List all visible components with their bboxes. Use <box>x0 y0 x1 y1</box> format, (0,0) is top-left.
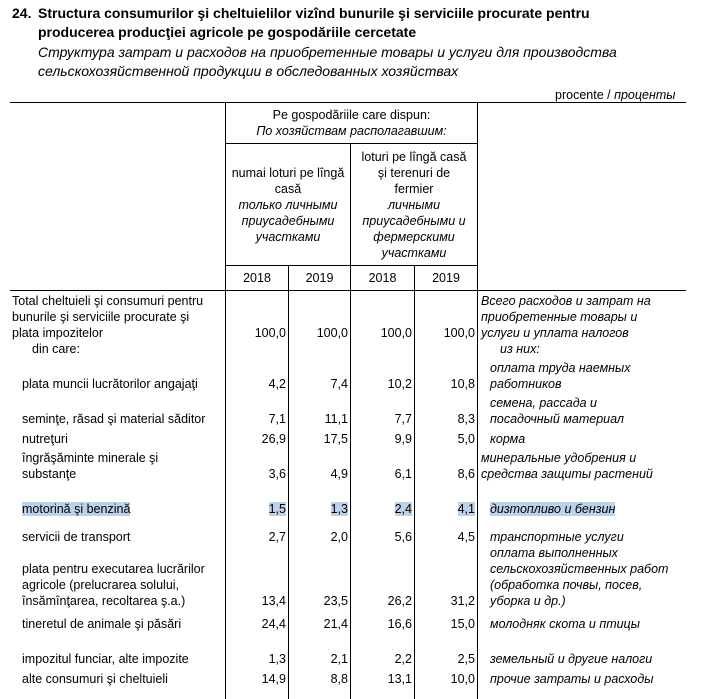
cell-value: 17,5 <box>323 432 348 446</box>
cell-value: 4,5 <box>457 530 475 544</box>
title-ru-line2: сельскохозяйственной продукции в обследованных хозяйствах <box>38 63 459 79</box>
row-label-ro: servicii de transport <box>22 530 131 544</box>
cell-value: 100,0 <box>380 326 412 340</box>
row-label-ro: bunurile şi serviciile procurate şi <box>12 310 190 324</box>
row-label-ru: средства защиты растений <box>481 467 653 481</box>
row-label-ru: приобретенные товары и <box>481 310 638 324</box>
cell-value <box>351 502 412 517</box>
year-col-1: 2018 <box>243 271 271 285</box>
col1-header-ru-1: только личными <box>238 198 338 212</box>
col2-header-ru-1: личными <box>387 198 441 212</box>
row-label-ro: substanţe <box>22 467 77 481</box>
unit-ru: проценты <box>614 88 676 102</box>
cell-value: 23,5 <box>323 594 348 608</box>
group-header-ro: Pe gospodăriile care dispun: <box>272 108 431 122</box>
row-label-ru: оплата выполненных <box>490 546 618 560</box>
cell-value-text: 4,1 <box>457 502 475 516</box>
cell-value-text: 1,3 <box>330 502 348 516</box>
cell-value: 26,9 <box>261 432 286 446</box>
cell-value: 5,6 <box>394 530 412 544</box>
cell-value: 100,0 <box>443 326 475 340</box>
cell-value: 5,0 <box>457 432 475 446</box>
cell-value <box>415 502 475 517</box>
cell-value: 13,1 <box>387 672 412 686</box>
title-ro-line1: Structura consumurilor şi cheltuielilor vizînd bunurile şi serviciile procurate pentru <box>38 5 590 21</box>
cell-value: 4,2 <box>268 377 286 391</box>
cell-value: 8,8 <box>330 672 348 686</box>
cell-value: 4,9 <box>330 467 348 481</box>
row-label-ru <box>490 502 615 517</box>
row-label-ru: из них: <box>500 342 540 356</box>
cell-value: 7,7 <box>394 412 412 426</box>
cell-value <box>289 502 348 517</box>
row-label-ru: семена, рассада и <box>490 396 598 410</box>
year-col-4: 2019 <box>432 271 460 285</box>
cell-value: 2,1 <box>330 652 348 666</box>
cell-value <box>226 502 286 517</box>
table-top-border <box>10 102 686 103</box>
row-label-ro: plata pentru executarea lucrărilor <box>22 562 205 576</box>
col-divider-right <box>477 102 478 699</box>
cell-value: 2,7 <box>268 530 286 544</box>
row-label-ru: Всего расходов и затрат на <box>481 294 651 308</box>
row-label-ru: услуги и уплата налогов <box>481 326 629 340</box>
unit-label <box>555 88 675 103</box>
row-label-ro: alte consumuri şi cheltuieli <box>22 672 168 686</box>
col2-header-ru-4: участками <box>381 246 447 260</box>
col1-header-ro-1: numai loturi pe lîngă <box>231 166 345 180</box>
cell-value: 7,4 <box>330 377 348 391</box>
cell-value: 100,0 <box>254 326 286 340</box>
row-label-ro: îngrăşăminte minerale şi <box>22 451 159 465</box>
cell-value: 6,1 <box>394 467 412 481</box>
col1-header-ru-3: участками <box>255 230 321 244</box>
row-label-ro: impozitul funciar, alte impozite <box>22 652 189 666</box>
row-label-ro: plata impozitelor <box>12 326 104 340</box>
title-ro-line2: producerea producţiei agricole pe gospodăriile cercetate <box>38 24 417 40</box>
row-label-ru: корма <box>490 432 526 446</box>
col2-header-ru-2: приусадебными и <box>362 214 466 228</box>
cell-value: 7,1 <box>268 412 286 426</box>
cell-value: 2,5 <box>457 652 475 666</box>
col2-header-ro-1: loturi pe lîngă casă <box>361 150 467 164</box>
row-label-ro: plata muncii lucrătorilor angajaţi <box>22 377 198 391</box>
row-label-ro: seminţe, răsad şi material săditor <box>22 412 206 426</box>
col2-header-ro-2: şi terenuri de <box>377 166 451 180</box>
cell-value: 10,8 <box>450 377 475 391</box>
col2-header-ro-3: fermier <box>394 182 434 196</box>
year-header-divider <box>225 265 477 266</box>
row-label-ro: Total cheltuieli şi consumuri pentru <box>12 294 204 308</box>
cell-value: 2,2 <box>394 652 412 666</box>
group-header-divider <box>225 143 477 144</box>
cell-value: 16,6 <box>387 617 412 631</box>
year-col-2: 2019 <box>305 271 334 285</box>
row-label-ru: работников <box>490 377 562 391</box>
row-label-ru: прочие затраты и расходы <box>490 672 654 686</box>
row-label-ru: уборка и др.) <box>490 594 566 608</box>
unit-ro: procente / <box>555 88 615 102</box>
cell-value-text: 1,5 <box>268 502 286 516</box>
row-label-ro: din care: <box>32 342 80 356</box>
col2-header-ru-3: фермерскими <box>373 230 455 244</box>
group-header-ru: По хозяйствам располагавшим: <box>256 124 447 138</box>
cell-value: 15,0 <box>450 617 475 631</box>
cell-value-text: 2,4 <box>394 502 412 516</box>
row-label-ro-text: motorină şi benzină <box>22 502 131 516</box>
row-label-ro: însămînţarea, recoltarea ş.a.) <box>22 594 186 608</box>
cell-value: 100,0 <box>316 326 348 340</box>
cell-value: 1,3 <box>268 652 286 666</box>
cell-value: 31,2 <box>450 594 475 608</box>
cell-value: 9,9 <box>394 432 412 446</box>
row-label-ro <box>22 502 130 517</box>
row-label-ru: земельный и другие налоги <box>490 652 653 666</box>
cell-value: 24,4 <box>261 617 286 631</box>
row-label-ru: сельскохозяйственных работ <box>490 562 669 576</box>
row-label-ro: agricole (prelucrarea solului, <box>22 578 180 592</box>
cell-value: 2,0 <box>330 530 348 544</box>
cell-value: 8,3 <box>457 412 475 426</box>
header-bottom-border <box>10 290 686 291</box>
row-label-ru: минеральные удобрения и <box>481 451 637 465</box>
row-label-ru: молодняк скота и птицы <box>490 617 640 631</box>
cell-value: 14,9 <box>261 672 286 686</box>
year-col-3: 2018 <box>368 271 397 285</box>
cell-value: 3,6 <box>268 467 286 481</box>
cell-value: 26,2 <box>387 594 412 608</box>
row-label-ru: (обработка почвы, посев, <box>490 578 643 592</box>
row-label-ru: посадочный материал <box>490 412 624 426</box>
table-number: 24. <box>12 5 32 21</box>
cell-value: 8,6 <box>457 467 475 481</box>
title-ru-line1: Структура затрат и расходов на приобретенные товары и услуги для производства <box>38 44 617 60</box>
cell-value: 10,2 <box>387 377 412 391</box>
row-label-ru: оплата труда наемных <box>490 361 631 375</box>
cell-value: 13,4 <box>261 594 286 608</box>
col1-header-ro-2: casă <box>274 182 302 196</box>
row-label-ru: транспортные услуги <box>490 530 624 544</box>
cell-value: 21,4 <box>323 617 348 631</box>
cell-value: 11,1 <box>324 412 348 426</box>
cell-value: 10,0 <box>450 672 475 686</box>
row-label-ro: nutreţuri <box>22 432 68 446</box>
col1-header-ru-2: приусадебными <box>241 214 335 228</box>
row-label-ro: tineretul de animale şi păsări <box>22 617 182 631</box>
row-label-ru-text: дизтопливо и бензин <box>490 502 616 516</box>
